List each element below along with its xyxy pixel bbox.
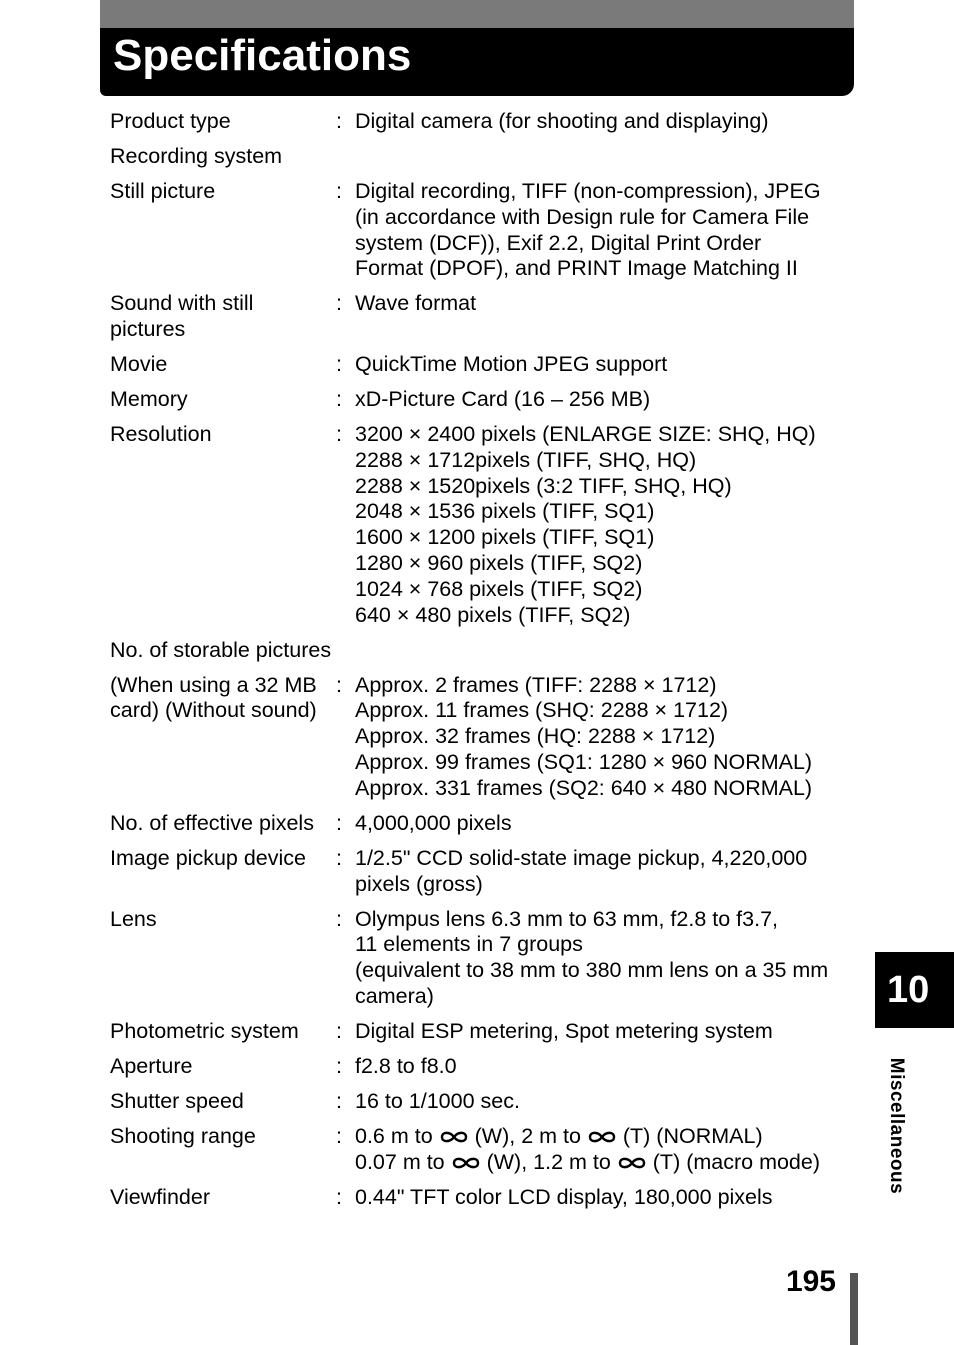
spec-value-line: Approx. 99 frames (SQ1: 1280 × 960 NORMAL) (355, 750, 813, 775)
spec-value-line: 2288 × 1712pixels (TIFF, SHQ, HQ) (355, 447, 697, 472)
spec-row (110, 673, 850, 802)
spec-colon: : (336, 387, 342, 412)
spec-value-line: 0.6 m to (W), 2 m to (T) (NORMAL) (355, 1123, 763, 1148)
spec-label: Shutter speed (110, 1088, 244, 1113)
spec-values (355, 638, 850, 664)
spec-row (110, 1019, 850, 1045)
spec-colon: : (336, 845, 342, 870)
spec-value-line: 640 × 480 pixels (TIFF, SQ2) (355, 602, 631, 627)
spec-label: Viewfinder (110, 1184, 210, 1209)
spec-colon (336, 638, 355, 664)
spec-colon: : (336, 178, 342, 203)
spec-row (110, 179, 850, 282)
spec-label: No. of effective pixels (110, 810, 314, 835)
spec-value-line: (equivalent to 38 mm to 380 mm lens on a 35 mm (355, 958, 829, 983)
page-number: 195 (785, 1265, 836, 1298)
spec-value-line: 1024 × 768 pixels (TIFF, SQ2) (355, 576, 643, 601)
spec-value-line: Digital ESP metering, Spot metering system (355, 1018, 773, 1043)
spec-row (110, 1089, 850, 1115)
spec-values (355, 907, 850, 1010)
spec-label: Memory (110, 387, 188, 412)
spec-values (355, 352, 850, 378)
spec-values (355, 422, 850, 628)
spec-value-line: Approx. 32 frames (HQ: 2288 × 1712) (355, 724, 716, 749)
spec-value-line: Format (DPOF), and PRINT Image Matching II (355, 256, 798, 281)
spec-label: No. of storable pictures (110, 637, 332, 662)
spec-value-line: 1/2.5" CCD solid-state image pickup, 4,220,000 (355, 845, 808, 870)
spec-value-line: system (DCF)), Exif 2.2, Digital Print Order (355, 230, 762, 255)
infinity-icon (451, 1156, 481, 1170)
spec-colon: : (336, 1053, 342, 1078)
spec-values (355, 1185, 850, 1211)
page-header (100, 0, 854, 96)
infinity-icon (587, 1130, 617, 1144)
spec-values (355, 179, 850, 282)
spec-row (110, 1185, 850, 1211)
spec-colon: : (336, 352, 342, 377)
spec-colon (336, 144, 355, 170)
page-edge-bar (850, 1273, 858, 1345)
spec-label: Resolution (110, 422, 212, 447)
spec-row (110, 144, 850, 170)
spec-values (355, 1054, 850, 1080)
spec-label: Photometric system (110, 1018, 299, 1043)
spec-values (355, 1089, 850, 1115)
spec-colon: : (336, 810, 342, 835)
spec-value-line: Approx. 2 frames (TIFF: 2288 × 1712) (355, 672, 717, 697)
spec-values (355, 1124, 850, 1176)
spec-values (355, 1019, 850, 1045)
chapter-tab (875, 952, 954, 1028)
spec-label: Shooting range (110, 1123, 256, 1148)
spec-value-line: f2.8 to f8.0 (355, 1053, 457, 1078)
spec-row (110, 811, 850, 837)
spec-label: Image pickup device (110, 845, 306, 870)
spec-values (355, 673, 850, 802)
spec-value-line: 4,000,000 pixels (355, 810, 512, 835)
spec-colon: : (336, 1018, 342, 1043)
spec-label: Lens (110, 906, 157, 931)
spec-label: Aperture (110, 1053, 193, 1078)
spec-values (355, 811, 850, 837)
spec-colon: : (336, 906, 342, 931)
spec-values (355, 387, 850, 413)
spec-label: Still picture (110, 178, 216, 203)
spec-label: Product type (110, 109, 231, 133)
spec-value-line: 2288 × 1520pixels (3:2 TIFF, SHQ, HQ) (355, 473, 732, 498)
spec-values (355, 846, 850, 898)
spec-value-line: Digital recording, TIFF (non-compression), JPEG (355, 178, 821, 203)
spec-label: Movie (110, 352, 168, 377)
chapter-label: Miscellaneous (886, 1057, 907, 1195)
spec-value-line: pixels (gross) (355, 871, 483, 896)
page-title: Specifications (113, 31, 412, 80)
spec-values (355, 291, 850, 343)
spec-value-line: Olympus lens 6.3 mm to 63 mm, f2.8 to f3.7, (355, 906, 778, 931)
spec-colon: : (336, 422, 342, 447)
spec-value-line: 11 elements in 7 groups (355, 932, 583, 957)
spec-row (110, 907, 850, 1010)
spec-value-line: xD-Picture Card (16 – 256 MB) (355, 387, 651, 412)
spec-row (110, 638, 850, 664)
infinity-icon (617, 1156, 647, 1170)
header-top-band (100, 0, 854, 28)
spec-colon: : (336, 1123, 342, 1148)
spec-value-line: Digital camera (for shooting and displaying) (355, 109, 769, 133)
chapter-number: 10 (887, 968, 930, 1011)
spec-row (110, 1054, 850, 1080)
spec-value-line: camera) (355, 983, 434, 1008)
spec-colon: : (336, 1184, 342, 1209)
spec-colon: : (336, 1088, 342, 1113)
spec-value-line: 0.07 m to (W), 1.2 m to (T) (macro mode) (355, 1149, 821, 1174)
spec-values (355, 109, 850, 135)
spec-value-line: Approx. 11 frames (SHQ: 2288 × 1712) (355, 698, 729, 723)
spec-value-line: 2048 × 1536 pixels (TIFF, SQ1) (355, 499, 655, 524)
specifications-list (110, 109, 850, 1220)
spec-colon: : (336, 109, 342, 133)
spec-colon: : (336, 672, 342, 697)
spec-value-line: (in accordance with Design rule for Camera File (355, 204, 810, 229)
infinity-icon (439, 1130, 469, 1144)
spec-value-line: QuickTime Motion JPEG support (355, 352, 668, 377)
spec-values (355, 144, 850, 170)
spec-row (110, 1124, 850, 1176)
spec-value-line: Wave format (355, 291, 477, 316)
spec-row (110, 109, 850, 135)
spec-label: Sound with still pictures (110, 291, 254, 342)
spec-row (110, 846, 850, 898)
spec-row (110, 352, 850, 378)
spec-value-line: 0.44" TFT color LCD display, 180,000 pixels (355, 1184, 773, 1209)
spec-colon: : (336, 291, 342, 316)
spec-value-line: 3200 × 2400 pixels (ENLARGE SIZE: SHQ, HQ) (355, 422, 816, 447)
spec-value-line: 16 to 1/1000 sec. (355, 1088, 520, 1113)
spec-value-line: 1280 × 960 pixels (TIFF, SQ2) (355, 551, 643, 576)
spec-value-line: 1600 × 1200 pixels (TIFF, SQ1) (355, 525, 655, 550)
spec-value-line: Approx. 331 frames (SQ2: 640 × 480 NORMAL) (355, 775, 813, 800)
spec-row (110, 291, 850, 343)
spec-row (110, 422, 850, 628)
spec-label: (When using a 32 MB card) (Without sound) (110, 672, 317, 723)
spec-row (110, 387, 850, 413)
spec-label: Recording system (110, 143, 283, 168)
